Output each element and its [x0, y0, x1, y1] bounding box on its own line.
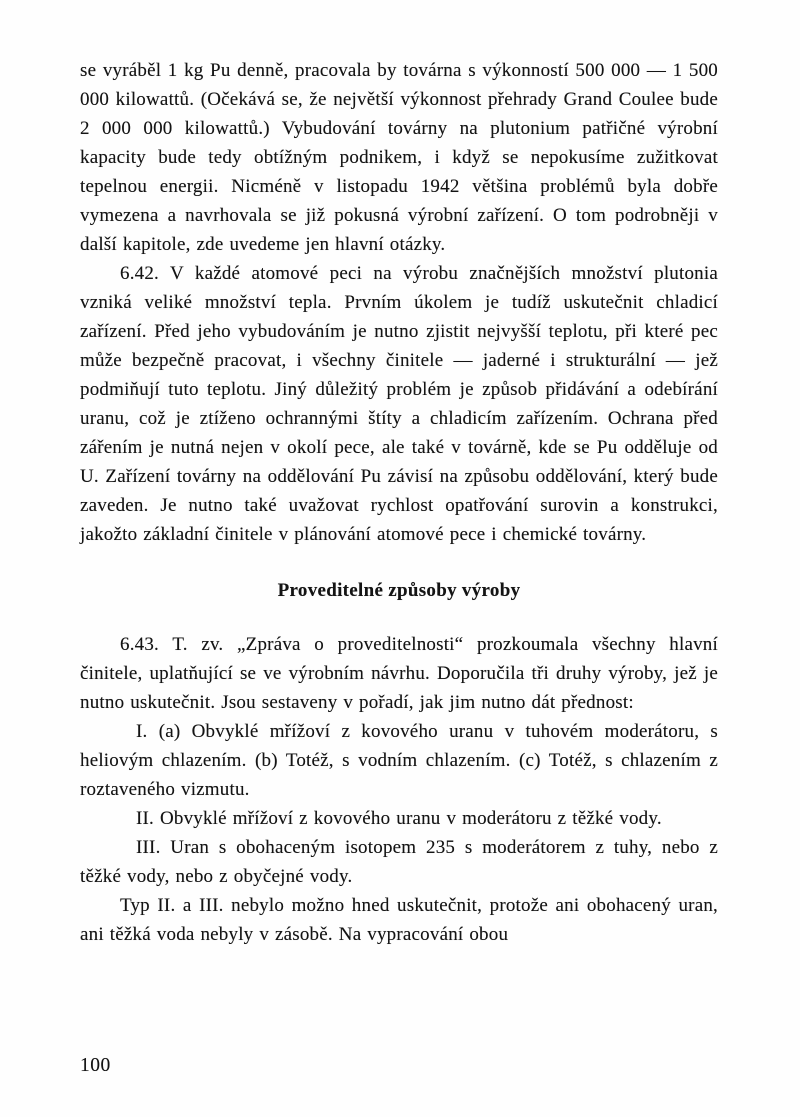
list-item-roman-2: II. Obvyklé mřížoví z kovového uranu v moderátoru z těžké vody. — [136, 808, 662, 829]
page-number: 100 — [80, 1055, 111, 1076]
section-heading: Proveditelné způsoby výroby — [277, 580, 521, 601]
paragraph-6-42: 6.42. V každé atomové peci na výrobu značnějších množství plutonia vzniká veliké množství tepla. Prvním úkolem je tudíž uskutečnit chladicí zařízení. Před jeho vybudováním je nutno zjistit nejvyšší teplotu, při které pec může bezpečně pracovat, i všechny činitele — jaderné i strukturální — jež podmiňují tuto teplotu. Jiný důležitý problém je způsob přidávání a odebírání uranu, což je ztíženo ochrannými štíty a chladicím zařízením. Ochrana před zářením je nutná nejen v okolí pece, ale také v továrně, kde se Pu odděluje od U. Zařízení továrny na oddělování Pu závisí na způsobu oddělování, který bude zaveden. Je nutno také uvažovat rychlost opatřování surovin a konstrukci, jakožto základní činitele v plánování atomové pece i chemické továrny. — [80, 263, 718, 545]
list-item-roman-3: III. Uran s obohaceným isotopem 235 s moderátorem z tuhy, nebo z těžké vody, nebo z obyčejné vody. — [80, 837, 718, 887]
paragraph-closing: Typ II. a III. nebylo možno hned uskutečnit, protože ani obohacený uran, ani těžká voda nebyly v zásobě. Na vypracování obou — [80, 895, 718, 945]
list-item-roman-1: I. (a) Obvyklé mřížoví z kovového uranu v tuhovém moderátoru, s heliovým chlazením. (b) Totéž, s vodním chlazením. (c) Totéž, s chlazením z roztaveného vizmutu. — [80, 721, 718, 800]
paragraph-6-43: 6.43. T. zv. „Zpráva o proveditelnosti“ prozkoumala všechny hlavní činitele, uplatňující se ve výrobním návrhu. Doporučila tři druhy výroby, jež je nutno uskutečnit. Jsou sestaveny v pořadí, jak jim nutno dát přednost: — [80, 634, 718, 713]
paragraph-continuation: se vyráběl 1 kg Pu denně, pracovala by továrna s výkonností 500 000 — 1 500 000 kilowattů. (Očekává se, že největší výkonnost přehrady Grand Coulee bude 2 000 000 kilowattů.) Vybudování továrny na plutonium patřičné výrobní kapacity bude tedy obtížným podnikem, i když se nepokusíme zužitkovat tepelnou energii. Nicméně v listopadu 1942 většina problémů byla dobře vymezena a navrhovala se již pokusná výrobní zařízení. O tom podrobněji v další kapitole, zde uvedeme jen hlavní otázky. — [80, 60, 718, 255]
